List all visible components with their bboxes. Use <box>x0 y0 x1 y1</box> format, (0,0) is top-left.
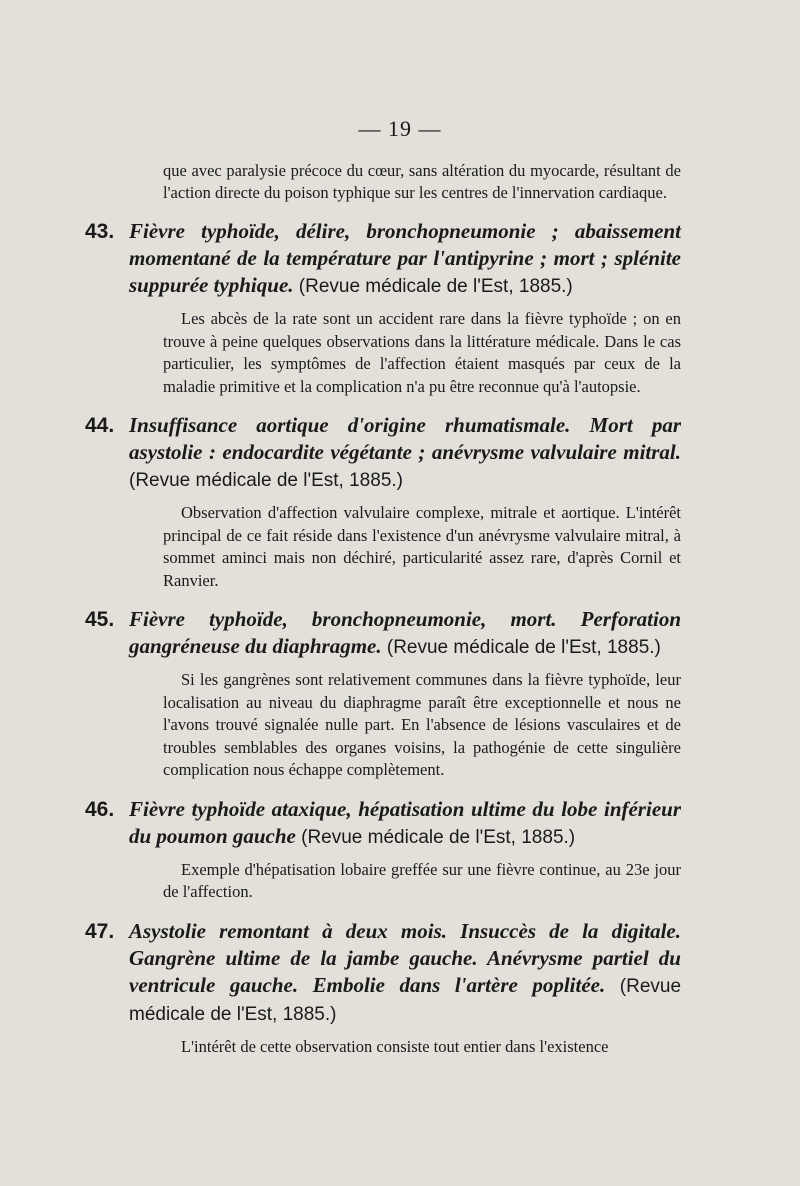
entry-source: (Revue médicale de l'Est, 1885.) <box>301 826 576 848</box>
text-column <box>85 160 681 1058</box>
entry-44 <box>85 412 681 592</box>
entry-title-text: Insuffisance aortique d'origine rhumatismale. Mort par asystolie : endocardite végétante ; anévrysme valvulaire mitral. <box>129 413 681 464</box>
entry-number: 47. <box>85 919 115 943</box>
entry-body <box>129 606 681 782</box>
entry-source: (Revue médicale de l'Est, 1885.) <box>386 637 661 658</box>
entry-number: 45. <box>85 608 115 631</box>
entry-title-text: Asystolie remontant à deux mois. Insuccès de la digitale. Gangrène ultime de la jambe gauche. Anévrysme partiel du ventricule gauche. Embolie dans l'artère poplitée. <box>129 918 681 997</box>
intro-paragraph: que avec paralysie précoce du cœur, sans altération du myocarde, résultant de l'action directe du poison typhique sur les centres de l'innervation cardiaque. <box>163 161 681 202</box>
entry-45 <box>85 606 681 782</box>
entry-number: 44. <box>85 414 115 437</box>
entry-title-text: Fièvre typhoïde, bronchopneumonie, mort. Perforation gangréneuse du diaphragme. <box>129 607 681 658</box>
entry-47 <box>85 918 681 1059</box>
entry-title <box>129 606 681 661</box>
entry-title-text: Fièvre typhoïde ataxique, hépatisation ultime du lobe inférieur du poumon gauche <box>129 796 681 848</box>
page-number: — 19 — <box>358 116 442 141</box>
entry-title <box>129 918 681 1028</box>
entry-text: Observation d'affection valvulaire complexe, mitrale et aortique. L'intérêt principal de ce fait réside dans l'existence d'un anévrysme valvulaire mitral, à sommet aminci mais non déchiré, particularité assez rare, d'après Cornil et Ranvier. <box>163 503 681 590</box>
entry-text: Si les gangrènes sont relativement communes dans la fièvre typhoïde, leur localisation au niveau du diaphragme paraît être exceptionnelle et nous ne l'avons trouvé signalée nulle part. En l'absence de lésions vasculaires et de troubles semblables des organes voisins, la pathogénie de cette singulière complication nous échappe complètement. <box>163 670 681 779</box>
entry-number: 46. <box>85 797 115 821</box>
entry-title <box>129 412 681 494</box>
entry-46 <box>85 796 681 904</box>
entry-number: 43. <box>85 220 115 243</box>
entry-title <box>129 796 681 851</box>
entry-body <box>129 412 681 592</box>
entry-body <box>129 796 681 904</box>
entry-source: (Revue médicale de l'Est, 1885.) <box>129 470 403 491</box>
entry-43 <box>85 218 681 398</box>
entry-text: Exemple d'hépatisation lobaire greffée sur une fièvre continue, au 23e jour de l'affection. <box>163 859 681 901</box>
entry-body <box>129 918 681 1059</box>
entry-title-text: Fièvre typhoïde, délire, bronchopneumonie ; abaissement momentané de la température par l'antipyrine ; mort ; splénite suppurée typhique. <box>129 219 681 297</box>
entry-text: L'intérêt de cette observation consiste tout entier dans l'existence <box>181 1036 609 1056</box>
entry-source: (Revue médicale de l'Est, 1885.) <box>129 975 682 1025</box>
entry-source: (Revue médicale de l'Est, 1885.) <box>298 276 573 297</box>
entry-title <box>129 218 681 300</box>
entry-body <box>129 218 681 398</box>
entry-text: Les abcès de la rate sont un accident rare dans la fièvre typhoïde ; on en trouve à peine quelques observations dans la littérature médicale. Dans le cas particulier, les symptômes de l'affection étaient masqués par ceux de la maladie primitive et la complication n'a pu être reconnue qu'à l'autopsie. <box>163 309 681 396</box>
